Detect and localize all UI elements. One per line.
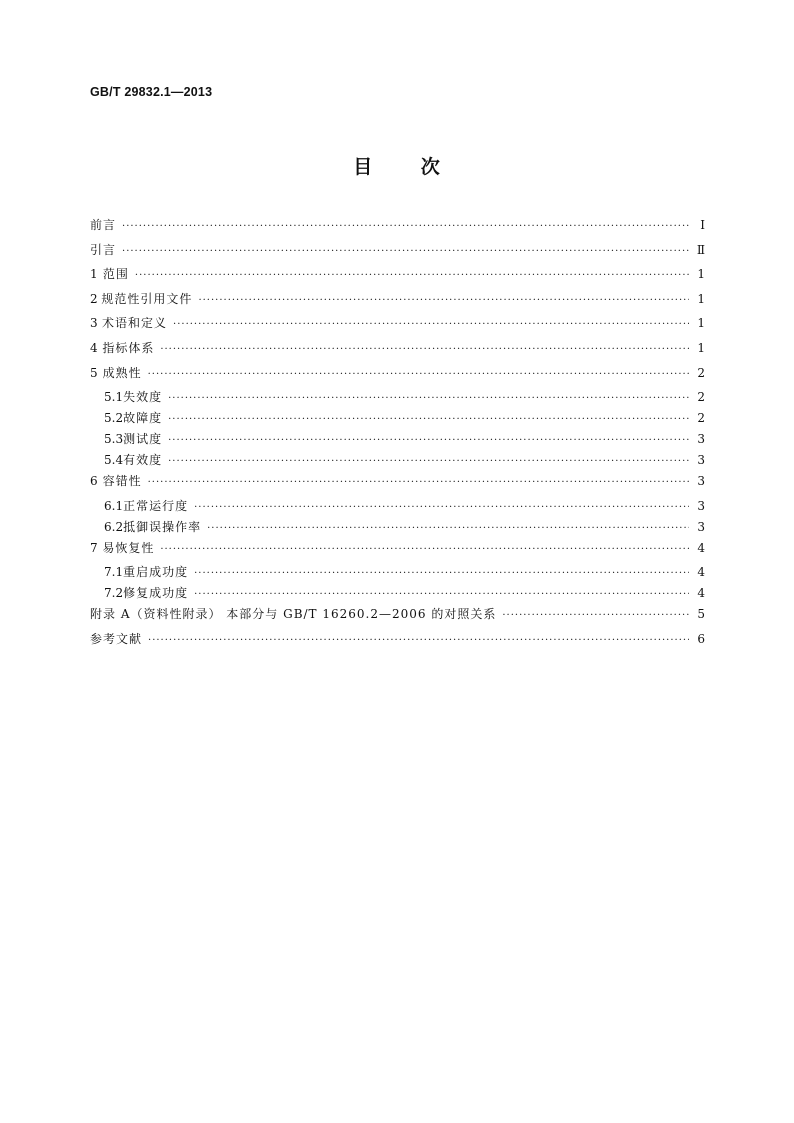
toc-entry-number: 5.3: [104, 432, 124, 447]
dot-leader: [168, 454, 689, 470]
toc-entry-page: 1: [697, 316, 705, 331]
toc-entry-title: 故障度: [123, 411, 163, 426]
dot-leader: [122, 219, 689, 235]
toc-entry-bibliography[interactable]: [90, 631, 705, 656]
toc-entry-number: 1: [90, 267, 98, 282]
toc-entry-title: 指标体系: [102, 340, 155, 355]
toc-entry-page: 3: [697, 432, 705, 447]
toc-entry-page: 6: [697, 631, 705, 646]
dot-leader: [198, 293, 689, 309]
toc-entry-page: 2: [697, 365, 705, 380]
toc-entry-title: 术语和定义: [102, 316, 168, 331]
toc-entry-title: 引言: [90, 242, 117, 257]
toc-entry-title: 易恢复性: [102, 540, 155, 555]
toc-entry-2[interactable]: [90, 291, 705, 316]
toc-entry-title: 重启成功度: [123, 565, 189, 580]
toc-entry-7-2[interactable]: [90, 585, 705, 606]
toc-entry-number: 5.1: [104, 390, 124, 405]
toc-entry-7-1[interactable]: [90, 564, 705, 585]
dot-leader: [135, 268, 689, 284]
toc-entry-number: 5.2: [104, 411, 124, 426]
standard-code: GB/T 29832.1—2013: [90, 85, 213, 99]
dot-leader: [194, 500, 689, 516]
toc-entry-number: 6.2: [104, 519, 124, 534]
table-of-contents: [90, 217, 705, 656]
toc-entry-page: Ⅰ: [700, 218, 705, 232]
dot-leader: [168, 391, 689, 407]
toc-entry-5-1[interactable]: [90, 389, 705, 410]
dot-leader: [502, 608, 689, 624]
toc-title: 目 次: [353, 156, 441, 178]
toc-entry-number: 7: [90, 540, 98, 555]
toc-entry-page: 2: [697, 390, 705, 405]
toc-entry-number: 6: [90, 474, 98, 489]
dot-leader: [168, 433, 689, 449]
toc-entry-number: 4: [90, 340, 98, 355]
toc-entry-page: 1: [697, 340, 705, 355]
toc-entry-5-3[interactable]: [90, 431, 705, 452]
toc-entry-page: 3: [697, 453, 705, 468]
dot-leader: [194, 587, 689, 603]
toc-entry-page: 2: [697, 411, 705, 426]
toc-entry-number: 5: [90, 365, 98, 380]
toc-entry-page: 5: [697, 607, 705, 622]
toc-entry-page: 4: [697, 586, 705, 601]
toc-entry-5-4[interactable]: [90, 452, 705, 473]
toc-entry-title: 附录 A（资料性附录） 本部分与 GB/T 16260.2—2006 的对照关系: [90, 607, 497, 622]
toc-entry-title: 失效度: [123, 390, 163, 405]
toc-entry-title: 成熟性: [102, 365, 142, 380]
dot-leader: [160, 542, 689, 558]
toc-entry-annex-a[interactable]: [90, 606, 705, 631]
toc-entry-title: 容错性: [102, 474, 142, 489]
toc-entry-title: 测试度: [123, 432, 163, 447]
dot-leader: [168, 412, 689, 428]
toc-entry-page: Ⅱ: [696, 242, 705, 257]
toc-entry-foreword[interactable]: [90, 217, 705, 242]
toc-entry-title: 修复成功度: [123, 586, 189, 601]
toc-entry-title: 参考文献: [90, 631, 143, 646]
toc-entry-title: 正常运行度: [123, 498, 189, 513]
dot-leader: [148, 367, 689, 383]
toc-entry-4[interactable]: [90, 340, 705, 365]
toc-entry-5-2[interactable]: [90, 410, 705, 431]
dot-leader: [194, 566, 689, 582]
toc-entry-page: 1: [697, 267, 705, 282]
toc-entry-title: 有效度: [123, 453, 163, 468]
toc-entry-title: 范围: [102, 267, 129, 282]
toc-entry-title: 前言: [90, 218, 117, 232]
toc-entry-page: 3: [697, 474, 705, 489]
toc-entry-page: 3: [697, 519, 705, 534]
toc-entry-page: 4: [697, 540, 705, 555]
toc-entry-7[interactable]: [90, 540, 705, 565]
toc-entry-number: 2: [90, 291, 98, 306]
toc-entry-6-2[interactable]: [90, 519, 705, 540]
toc-entry-page: 4: [697, 565, 705, 580]
toc-entry-6-1[interactable]: [90, 498, 705, 519]
dot-leader: [122, 244, 689, 260]
toc-entry-number: 7.1: [104, 565, 124, 580]
toc-entry-number: 7.2: [104, 586, 124, 601]
toc-entry-5[interactable]: [90, 365, 705, 390]
toc-entry-number: 3: [90, 316, 98, 331]
toc-entry-number: 6.1: [104, 498, 124, 513]
toc-entry-1[interactable]: [90, 266, 705, 291]
toc-entry-title: 规范性引用文件: [101, 291, 193, 306]
toc-entry-page: 3: [697, 498, 705, 513]
toc-entry-introduction[interactable]: [90, 242, 705, 267]
dot-leader: [148, 475, 689, 491]
toc-entry-3[interactable]: [90, 315, 705, 340]
dot-leader: [160, 342, 689, 358]
dot-leader: [148, 633, 689, 649]
toc-entry-page: 1: [697, 291, 705, 306]
toc-entry-6[interactable]: [90, 473, 705, 498]
toc-entry-title: 抵御误操作率: [123, 519, 202, 534]
dot-leader: [173, 317, 689, 333]
toc-entry-number: 5.4: [104, 453, 124, 468]
dot-leader: [207, 521, 689, 537]
